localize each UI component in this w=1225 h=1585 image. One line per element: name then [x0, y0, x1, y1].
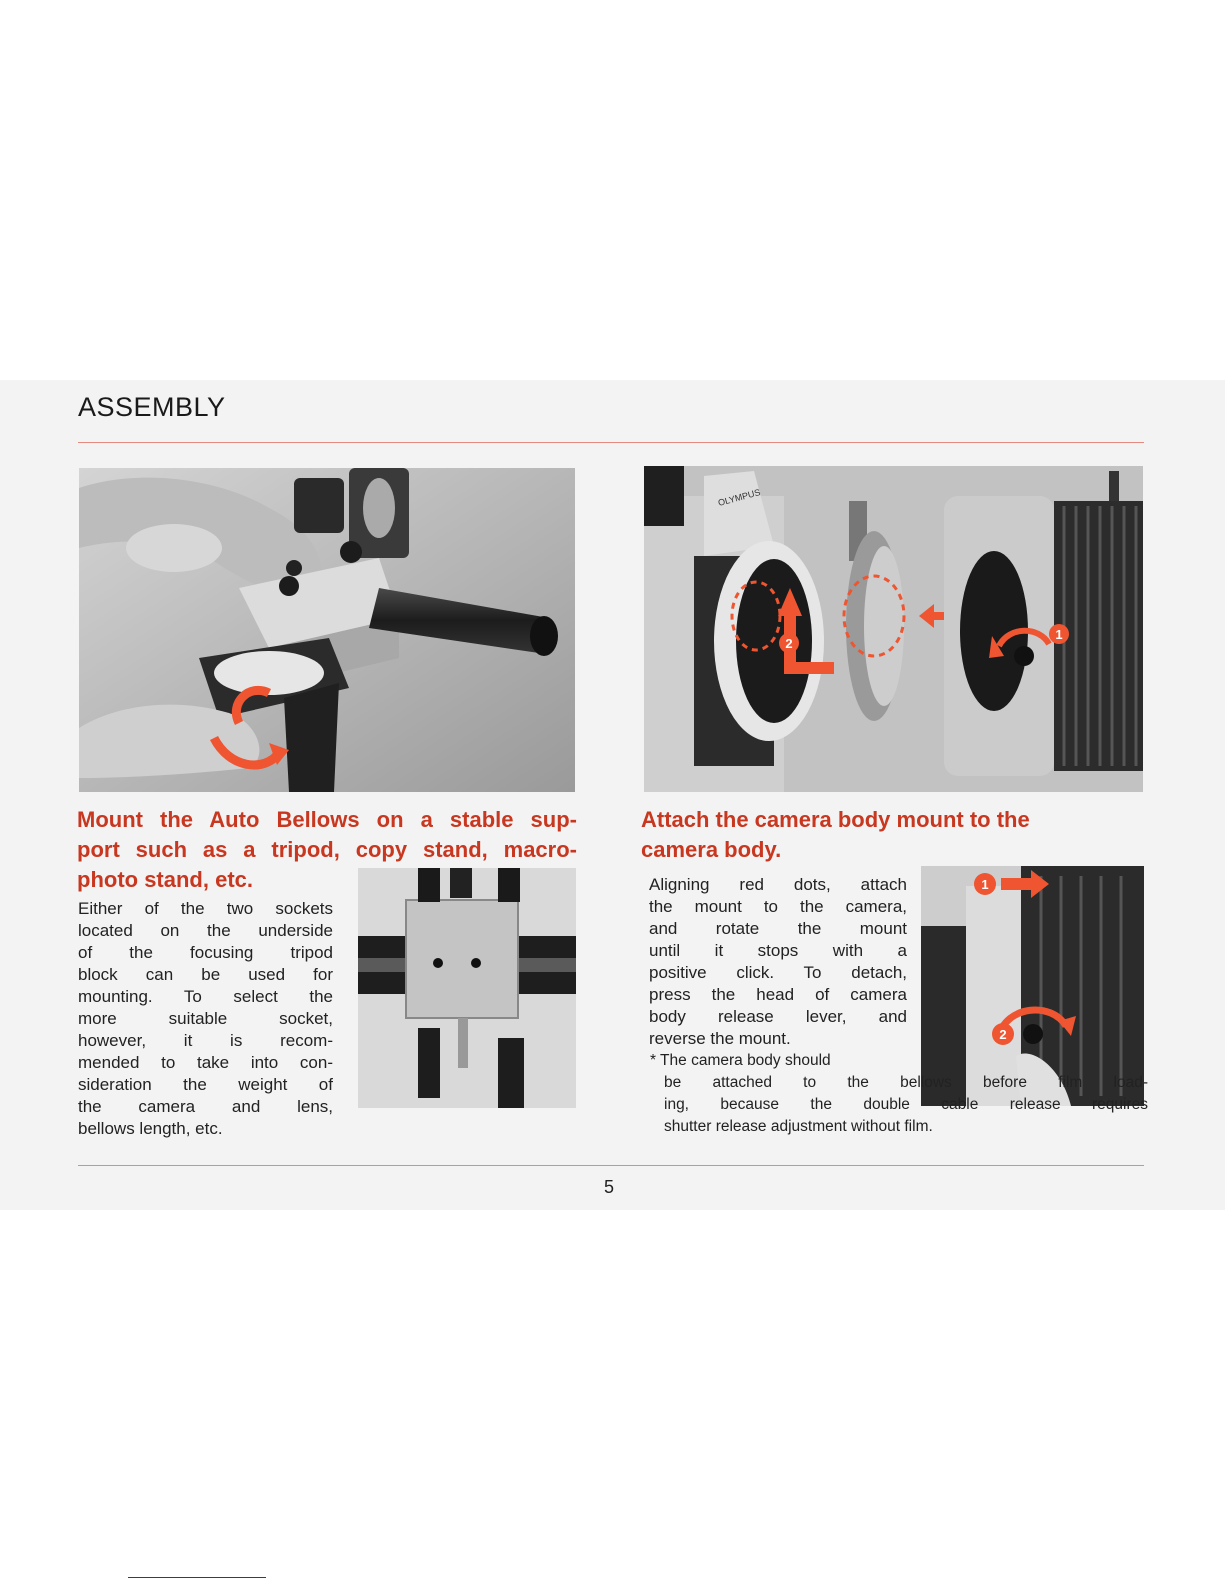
right-note [650, 1050, 1148, 1138]
tripod-block-photo [358, 868, 576, 1108]
left-body-line: Either of the two sockets [78, 899, 333, 918]
left-heading-line: port such as a tripod, copy stand, macro- [77, 837, 577, 862]
note-line: ing, because the double cable release requires [664, 1096, 1148, 1113]
page-number: 5 [604, 1177, 615, 1197]
left-body-line: however, it is recom- [78, 1031, 333, 1050]
left-heading-line: Mount the Auto Bellows on a stable sup- [77, 807, 577, 832]
right-body [649, 874, 907, 1050]
left-body-line: block can be used for [78, 965, 333, 984]
inset-step-1-label: 1 [981, 877, 989, 892]
left-body-line: mended to take into con- [78, 1053, 333, 1072]
left-body-line: the camera and lens, [78, 1097, 333, 1116]
left-body-line: located on the underside [78, 921, 333, 940]
note-line: be attached to the bellows before film load- [664, 1074, 1148, 1091]
right-body-line: press the head of camera [649, 985, 907, 1004]
footnote-rule [128, 1577, 266, 1578]
bottom-rule [78, 1165, 1144, 1166]
step-1-label: 1 [1055, 627, 1063, 642]
right-body-line: until it stops with a [649, 941, 907, 960]
right-body-line: positive click. To detach, [649, 963, 907, 982]
note-line: shutter release adjustment without film. [664, 1118, 933, 1135]
right-body-line: the mount to the camera, [649, 897, 907, 916]
tripod-mounting-photo [79, 468, 575, 792]
right-body-line: Aligning red dots, attach [649, 875, 907, 894]
camera-mount-photo [644, 466, 1143, 792]
title-rule [78, 442, 1144, 443]
note-line: * The camera body should [650, 1052, 831, 1069]
inset-step-2-label: 2 [999, 1027, 1007, 1042]
page-title: ASSEMBLY [78, 392, 226, 422]
right-body-line: and rotate the mount [649, 919, 907, 938]
right-heading [641, 805, 1141, 865]
right-heading-line: Attach the camera body mount to the [641, 807, 1030, 832]
right-body-line: body release lever, and [649, 1007, 907, 1026]
left-body-line: mounting. To select the [78, 987, 333, 1006]
right-body-line: reverse the mount. [649, 1029, 791, 1048]
left-body [78, 898, 333, 1140]
left-body-line: of the focusing tripod [78, 943, 333, 962]
left-heading-line: photo stand, etc. [77, 867, 253, 892]
right-heading-line: camera body. [641, 837, 782, 862]
step-2-label: 2 [785, 636, 793, 651]
left-body-line: bellows length, etc. [78, 1119, 223, 1138]
left-body-line: more suitable socket, [78, 1009, 333, 1028]
camera-brand-label: OLYMPUS [716, 487, 762, 508]
left-body-line: sideration the weight of [78, 1075, 333, 1094]
